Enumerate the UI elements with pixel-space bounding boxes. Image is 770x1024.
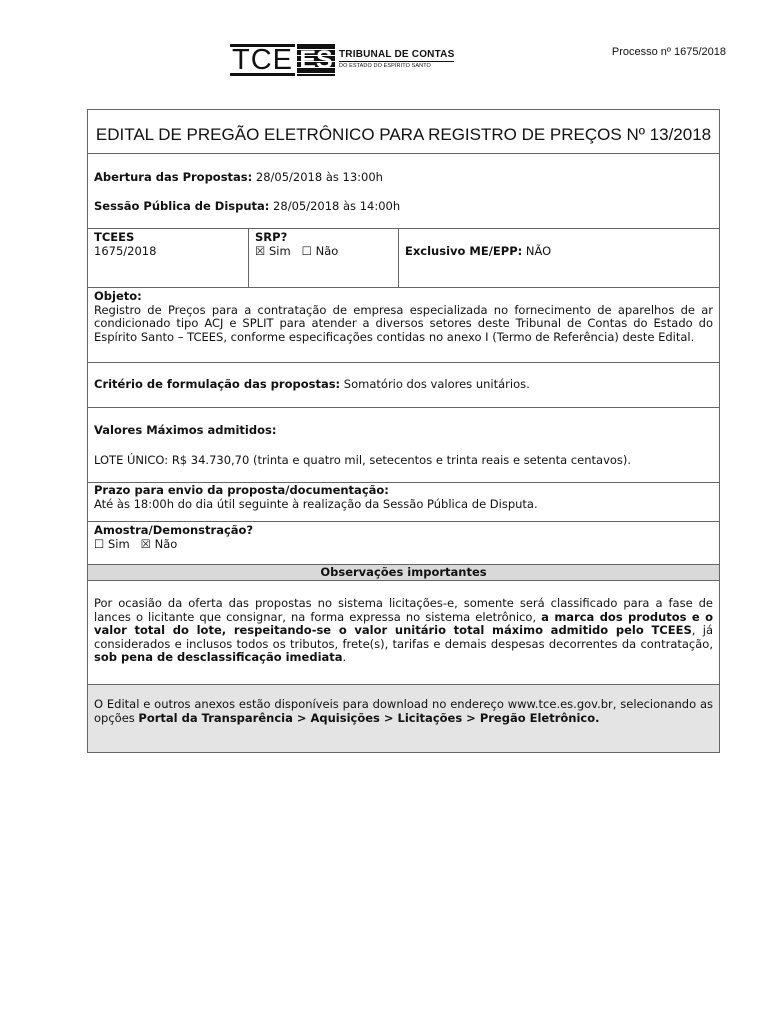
- title-box: [87, 109, 720, 154]
- prazo-box: [87, 482, 720, 522]
- objeto-label: Objeto:: [94, 289, 142, 303]
- info-row: [87, 228, 720, 288]
- observacoes-box: [87, 580, 720, 685]
- logo-caption-line2: DO ESTADO DO ESPÍRITO SANTO: [339, 63, 431, 69]
- sessao-value: 28/05/2018 às 14:00h: [269, 199, 401, 213]
- exclusivo-value: NÃO: [522, 244, 552, 258]
- sessao-label: Sessão Pública de Disputa:: [94, 199, 270, 213]
- prazo-text: Até às 18:00h do dia útil seguinte à realização da Sessão Pública de Disputa.: [94, 496, 538, 511]
- srp-cell: [249, 231, 344, 258]
- prazo-cell: [88, 484, 544, 511]
- logo-caption-line1: TRIBUNAL DE CONTAS: [339, 49, 455, 60]
- prazo-label: Prazo para envio da proposta/documentação:: [94, 483, 389, 497]
- observacoes-heading: Observações importantes: [320, 565, 487, 579]
- tcees-cell: [88, 231, 162, 258]
- download-part: O Edital e outros anexos estão disponíveis para download no endereço www.tce.es.gov.br, selecionando as opções: [94, 697, 713, 725]
- tcees-value: 1675/2018: [94, 243, 157, 258]
- criterio-line: [88, 378, 536, 392]
- srp-sim-checkbox: ☒ Sim: [255, 243, 291, 258]
- criterio-box: [87, 362, 720, 408]
- amostra-cell: [88, 524, 259, 551]
- objeto-text: Registro de Preços para a contratação de empresa especializada no fornecimento de aparelhos de ar condicionado tipo ACJ e SPLIT para atender a diversos setores deste Tribunal de Contas do Estado do Espírito Santo – TCEES, conforme especificações contidas no anexo I (Termo de Referência) deste Edital.: [94, 302, 713, 344]
- tcees-label: TCEES: [94, 230, 135, 244]
- srp-options: [255, 245, 338, 259]
- processo-number: Processo nº 1675/2018: [611, 46, 726, 58]
- valores-box: [87, 407, 720, 483]
- observacoes-part: , já considerados e inclusos todos os tributos, frete(s), tarifas e demais despesas decorrentes da contratação,: [94, 623, 713, 651]
- observacoes-bold: a marca dos produtos e o valor total do lote, respeitando-se o valor unitário total máximo admitido pelo TCEES: [94, 609, 713, 637]
- observacoes-heading-box: [87, 564, 720, 581]
- observacoes-part: .: [342, 650, 347, 664]
- sessao-line: [88, 200, 406, 214]
- download-box: [87, 684, 720, 753]
- objeto-box: [87, 287, 720, 363]
- tcees-logo: [230, 44, 454, 76]
- objeto-cell: [88, 290, 719, 344]
- valores-text: LOTE ÚNICO: R$ 34.730,70 (trinta e quatro mil, setecentos e trinta reais e setenta centavos).: [94, 453, 632, 467]
- logo-main-text: TCE: [232, 44, 293, 76]
- observacoes-part: Por ocasião da oferta das propostas no sistema licitações-e, somente será classificado para a fase de lances o licitante que consignar, na forma expressa no sistema eletrônico,: [94, 596, 713, 624]
- amostra-options: [94, 538, 253, 552]
- amostra-nao-checkbox: ☒ Não: [140, 536, 178, 551]
- observacoes-bold: sob pena de desclassificação imediata: [94, 650, 343, 664]
- exclusivo-cell: [399, 245, 557, 259]
- document-title: EDITAL DE PREGÃO ELETRÔNICO PARA REGISTRO DE PREÇOS Nº 13/2018: [95, 125, 712, 144]
- download-path: Portal da Transparência > Aquisições > Licitações > Pregão Eletrônico.: [138, 710, 600, 725]
- logo-es-block: ES: [297, 44, 335, 76]
- observacoes-text: [88, 597, 719, 665]
- exclusivo-label: Exclusivo ME/EPP:: [405, 244, 523, 258]
- srp-nao-checkbox: ☐ Não: [301, 243, 339, 258]
- valores-label: Valores Máximos admitidos:: [94, 423, 277, 437]
- criterio-label: Critério de formulação das propostas:: [94, 377, 341, 391]
- amostra-sim-checkbox: ☐ Sim: [94, 536, 130, 551]
- criterio-value: Somatório dos valores unitários.: [340, 377, 530, 391]
- amostra-box: [87, 521, 720, 565]
- abertura-line: [88, 171, 389, 185]
- srp-label: SRP?: [255, 230, 288, 244]
- dates-box: [87, 153, 720, 229]
- download-text: [88, 698, 719, 725]
- abertura-value: 28/05/2018 às 13:00h: [252, 170, 383, 184]
- amostra-label: Amostra/Demonstração?: [94, 523, 254, 537]
- logo-caption: [339, 49, 454, 71]
- abertura-label: Abertura das Propostas:: [94, 170, 253, 184]
